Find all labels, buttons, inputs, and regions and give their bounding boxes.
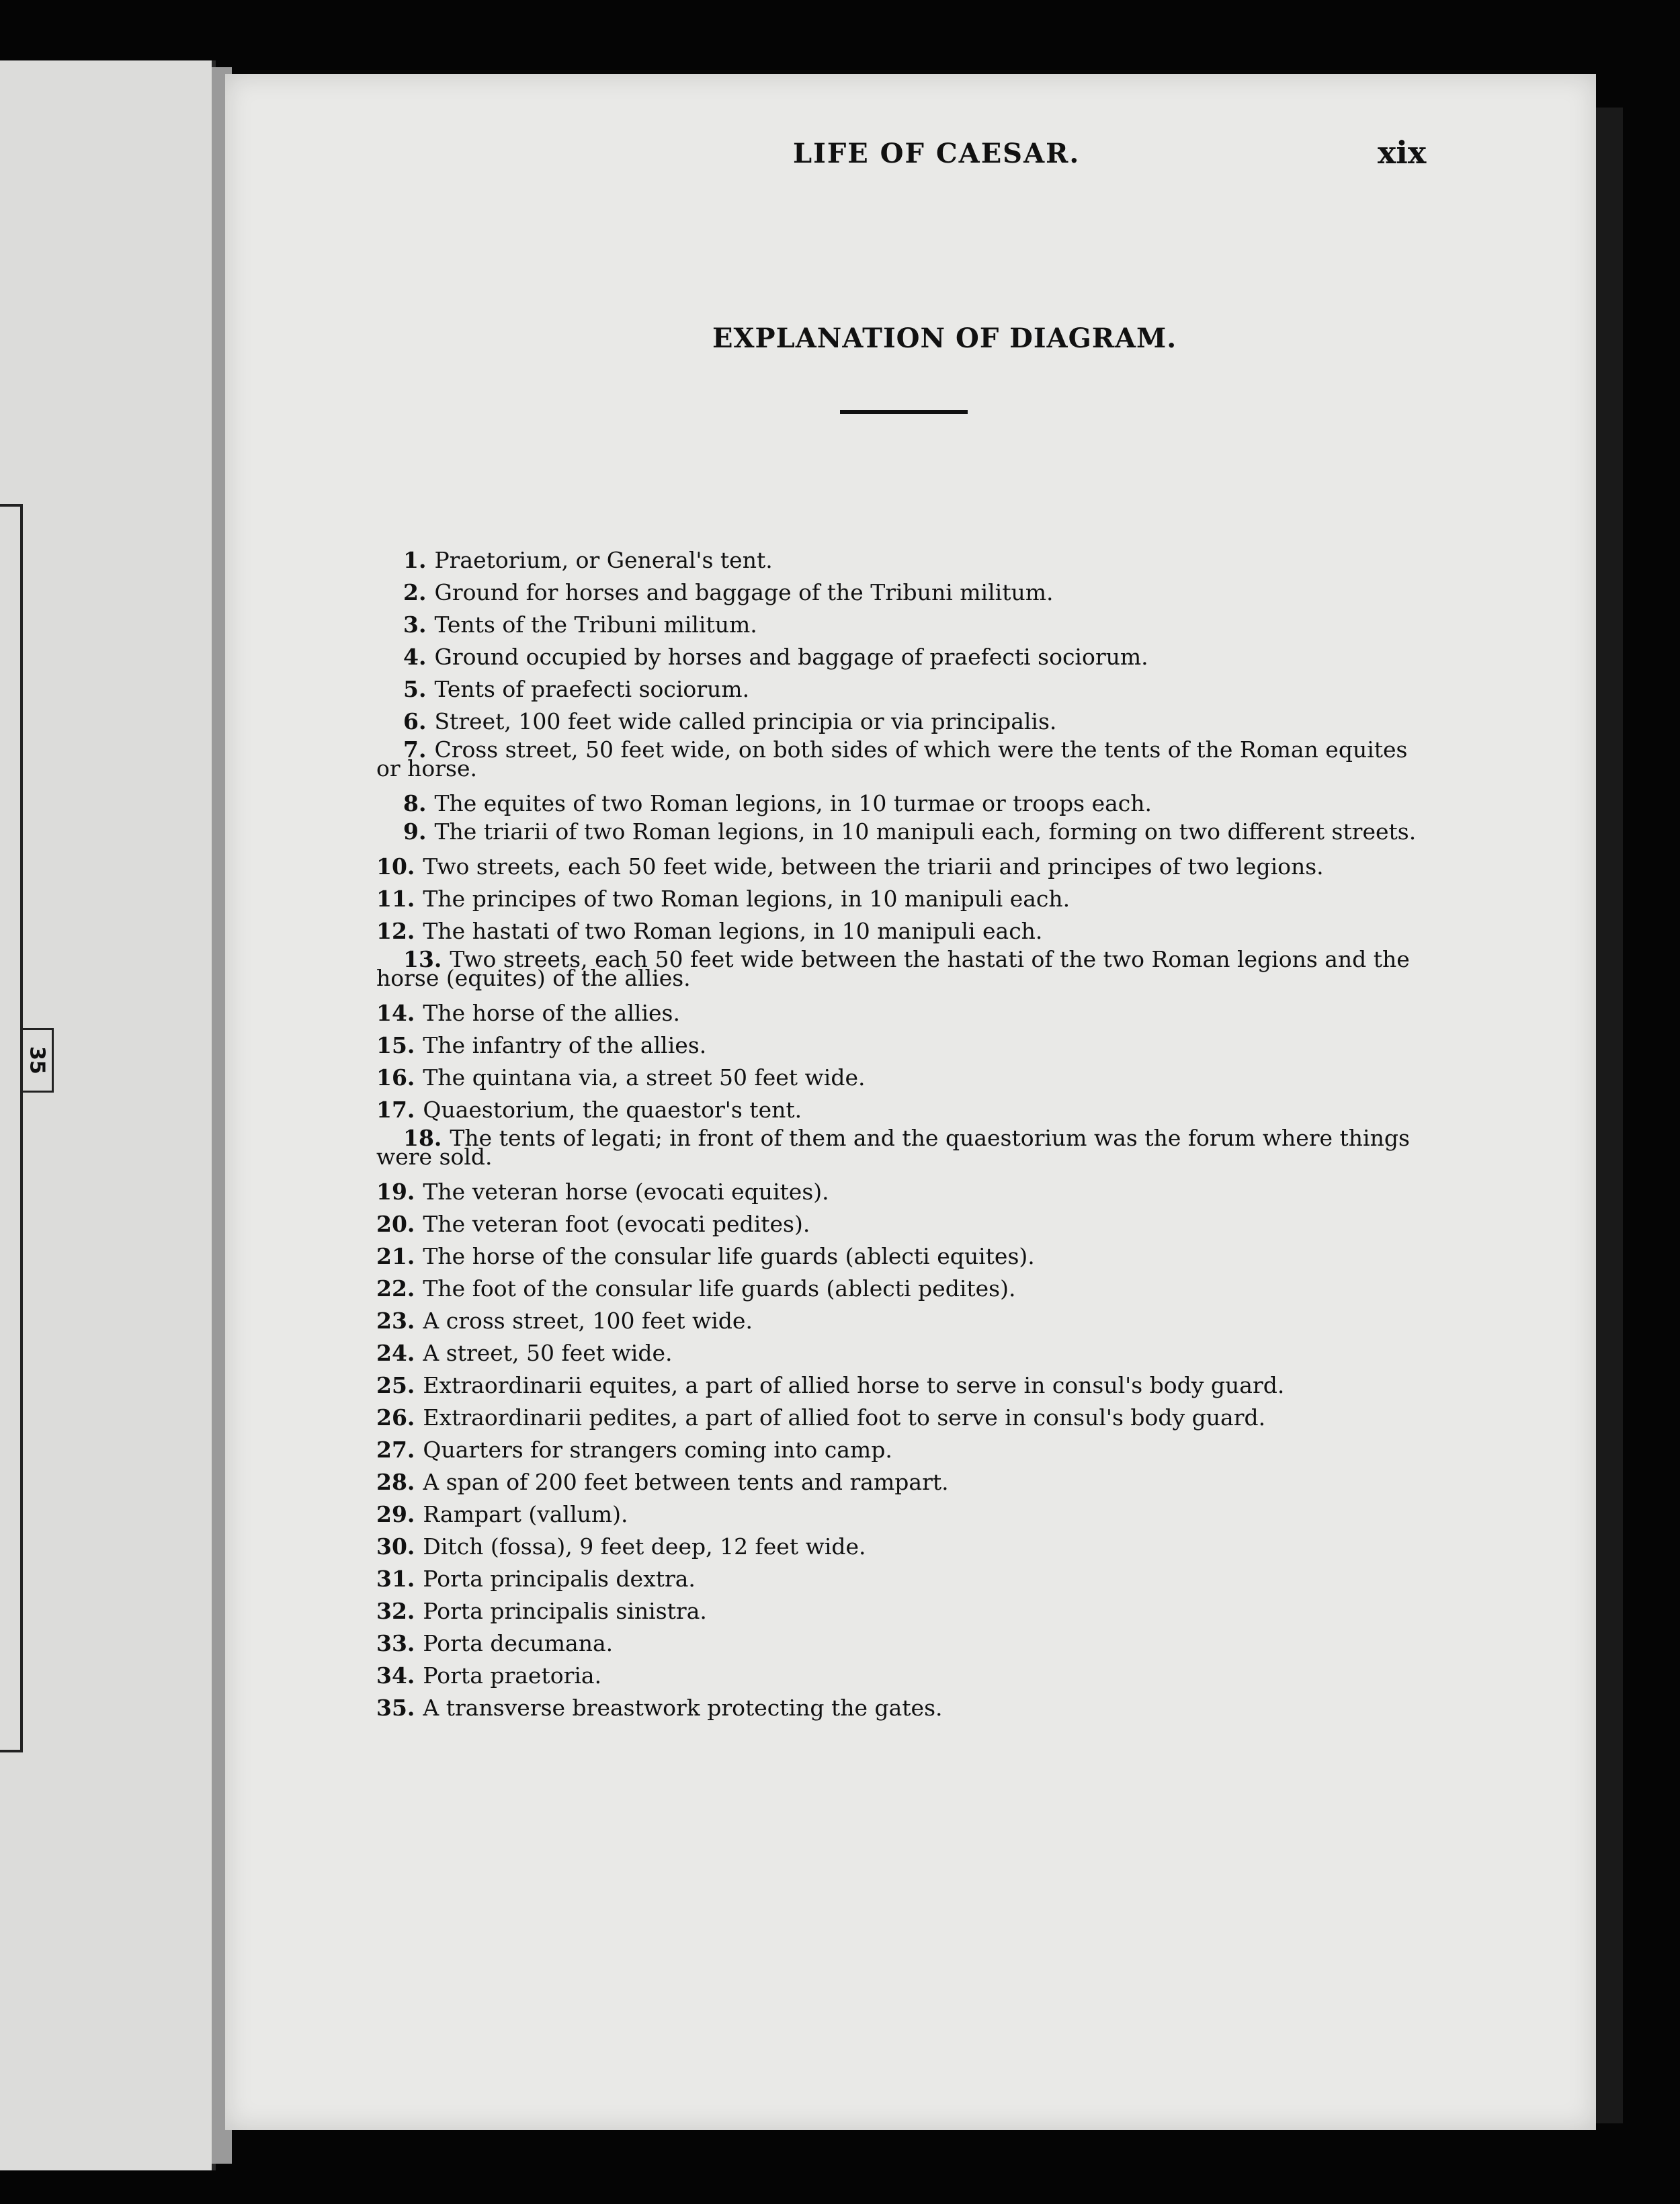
list-item-number: 13. [403,946,442,972]
list-item-number: 3. [403,611,427,638]
list-item [376,915,1425,947]
list-item-text: Tents of praefecti sociorum. [434,676,750,702]
list-item-text: Ditch (fossa), 9 feet deep, 12 feet wide. [423,1533,866,1560]
list-item-number: 10. [376,853,415,880]
list-item-text: Ground occupied by horses and baggage of praefecti sociorum. [434,644,1148,670]
list-item-text: Ground for horses and baggage of the Tribuni militum. [434,579,1054,605]
list-item-number: 11. [376,886,415,912]
list-item-text: Extraordinarii pedites, a part of allied foot to serve in consul's body guard. [423,1404,1266,1431]
list-item [376,577,1425,609]
list-item-text: The horse of the consular life guards (ablecti equites). [423,1243,1035,1269]
list-item-text: Extraordinarii equites, a part of allied horse to serve in consul's body guard. [423,1372,1285,1398]
list-item-number: 17. [376,1097,415,1123]
list-item-text: A transverse breastwork protecting the gates. [423,1695,943,1721]
list-item-text: The veteran horse (evocati equites). [423,1179,829,1205]
list-item [376,1369,1425,1402]
list-item-number: 22. [376,1275,415,1302]
list-item-text: Porta principalis sinistra. [423,1598,707,1624]
facing-page-diagram-frame [0,504,23,1752]
list-item-text: The triarii of two Roman legions, in 10 manipuli each, forming on two different streets. [434,818,1417,845]
list-item-text: The equites of two Roman legions, in 10 turmae or troops each. [434,790,1152,816]
list-item [376,1273,1425,1305]
list-item [376,1029,1425,1062]
list-item-text: The quintana via, a street 50 feet wide. [423,1064,866,1091]
list-item [376,1627,1425,1660]
list-item-text: Cross street, 50 feet wide, on both sides of which were the tents of the Roman equites or horse. [376,736,1408,781]
list-item-text: Porta praetoria. [423,1662,602,1689]
list-item-text: Two streets, each 50 feet wide between the hastati of the two Roman legions and the horse (equites) of the allies. [376,946,1410,991]
list-item [376,1062,1425,1094]
list-item-number: 12. [376,918,415,944]
list-item-text: The veteran foot (evocati pedites). [423,1211,810,1237]
list-item-number: 15. [376,1032,415,1058]
page-edge [1596,108,1623,2123]
list-item-number: 26. [376,1404,415,1431]
list-item-number: 28. [376,1469,415,1495]
list-item-text: Porta decumana. [423,1630,614,1656]
list-item-number: 27. [376,1437,415,1463]
list-item-text: Two streets, each 50 feet wide, between the triarii and principes of two legions. [423,853,1324,880]
list-item-number: 23. [376,1308,415,1334]
facing-page [0,60,216,2170]
list-item-number: 24. [376,1340,415,1366]
list-item-number: 29. [376,1501,415,1527]
list-item-number: 25. [376,1372,415,1398]
list-item-number: 35. [376,1695,415,1721]
list-item [376,641,1425,673]
list-item [376,1498,1425,1531]
list-item [376,883,1425,915]
list-item-number: 8. [403,790,427,816]
list-item-number: 34. [376,1662,415,1689]
list-item-number: 30. [376,1533,415,1560]
list-item [376,706,1425,738]
list-item-number: 31. [376,1566,415,1592]
list-item [376,1402,1425,1434]
page-number: xix [1378,134,1427,171]
list-item [376,997,1425,1029]
list-item [376,851,1425,883]
list-item [376,1305,1425,1337]
list-item [376,736,1425,781]
list-item [376,609,1425,641]
list-item-number: 14. [376,1000,415,1026]
list-item [376,818,1425,845]
list-item [376,544,1425,577]
list-item-number: 32. [376,1598,415,1624]
list-item [376,1208,1425,1240]
list-item [376,1434,1425,1466]
list-item-text: The infantry of the allies. [423,1032,707,1058]
list-item-text: Tents of the Tribuni militum. [434,611,757,638]
list-item-text: Street, 100 feet wide called principia or via principalis. [434,708,1057,734]
list-item [376,1125,1425,1170]
list-item [376,1240,1425,1273]
section-title: EXPLANATION OF DIAGRAM. [712,323,1177,354]
facing-page-tag: 35 [20,1028,54,1093]
list-item [376,1176,1425,1208]
list-item-number: 33. [376,1630,415,1656]
list-item-number: 18. [403,1125,442,1151]
list-item-text: A cross street, 100 feet wide. [423,1308,753,1334]
list-item-text: Porta principalis dextra. [423,1566,696,1592]
list-item [376,1563,1425,1595]
list-item-text: Quarters for strangers coming into camp. [423,1437,892,1463]
list-item [376,1337,1425,1369]
running-head: LIFE OF CAESAR. [793,138,1081,169]
list-item [376,1531,1425,1563]
list-item-text: Rampart (vallum). [423,1501,628,1527]
list-item [376,1692,1425,1724]
list-item [376,946,1425,991]
list-item-number: 16. [376,1064,415,1091]
list-item-number: 5. [403,676,427,702]
explanation-list [376,544,1425,1724]
list-item-number: 7. [403,736,427,763]
list-item-text: The hastati of two Roman legions, in 10 manipuli each. [423,918,1043,944]
list-item-text: The foot of the consular life guards (ablecti pedites). [423,1275,1016,1302]
list-item-number: 19. [376,1179,415,1205]
list-item-text: The tents of legati; in front of them and the quaestorium was the forum where things were sold. [376,1125,1410,1170]
list-item-text: The horse of the allies. [423,1000,680,1026]
list-item-text: A span of 200 feet between tents and rampart. [423,1469,949,1495]
list-item-text: A street, 50 feet wide. [423,1340,673,1366]
list-item [376,1595,1425,1627]
list-item [376,1466,1425,1498]
list-item [376,1660,1425,1692]
list-item [376,673,1425,706]
title-rule [840,410,968,414]
list-item-number: 20. [376,1211,415,1237]
list-item-number: 9. [403,818,427,845]
list-item-number: 1. [403,547,427,573]
list-item-number: 2. [403,579,427,605]
list-item-text: Praetorium, or General's tent. [434,547,773,573]
list-item-number: 6. [403,708,427,734]
list-item-number: 4. [403,644,427,670]
list-item-text: The principes of two Roman legions, in 10 manipuli each. [423,886,1070,912]
list-item-text: Quaestorium, the quaestor's tent. [423,1097,802,1123]
list-item [376,1094,1425,1126]
list-item [376,788,1425,820]
list-item-number: 21. [376,1243,415,1269]
